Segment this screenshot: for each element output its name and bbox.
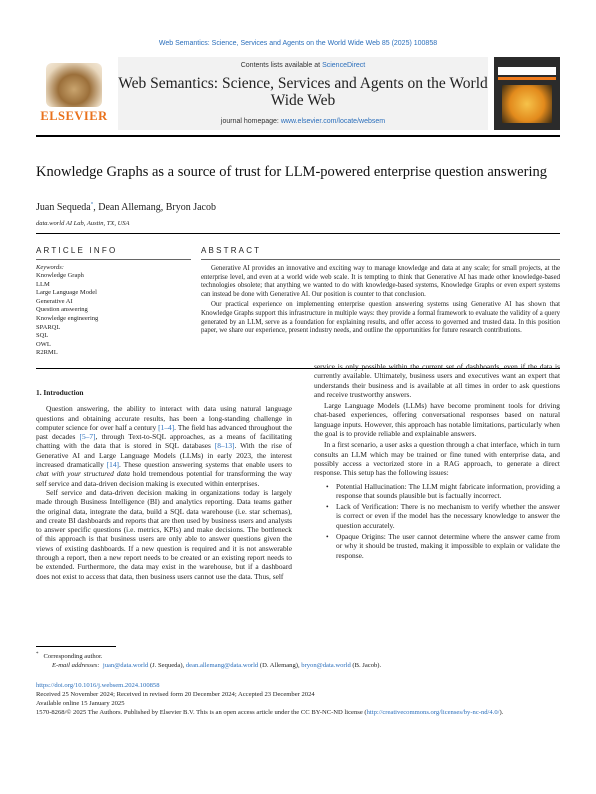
citation-link[interactable]: [1–4] (158, 422, 175, 432)
elsevier-logo[interactable] (36, 57, 112, 130)
keywords-list (36, 272, 98, 358)
keyword: Knowledge Graph (36, 272, 84, 279)
cover-stripe (498, 77, 556, 80)
journal-masthead (36, 57, 560, 130)
list-item: • Lack of Verification: There is no mechanism to verify whether the answer is correct or even if the model has the necessary knowledge to answer the question accurately. (326, 502, 560, 530)
keyword: SQL (36, 332, 49, 340)
keyword: SPARQL (36, 323, 61, 331)
email-link[interactable]: bryon@data.world (301, 662, 351, 670)
bullet-icon: • (326, 502, 329, 512)
article-info-heading: ARTICLE INFO (36, 246, 118, 255)
list-item: • Potential Hallucination: The LLM might fabricate information, providing a response that sounds plausible but is factually incorrect. (326, 481, 560, 500)
cover-band (498, 67, 556, 75)
keywords-label: Keywords: (36, 264, 64, 271)
citation-link[interactable]: [5–7] (79, 432, 96, 442)
body-paragraph: Question answering, the ability to interact with data using natural language questions and obtaining accurate results, has been a long-standing challenge in computer science for over half a century [1–4]. The field has advanced throughout the past decades [5–7], through Text-to-SQL approaches, as a means of facilitating chatting with the data that is stored in SQL databases [8–13]. With the rise of Generative AI and Large Language Models (LLMs) in early 2023, the interest increased dramatically [14]. These question answering systems that enable users to chat with your structured data hold tremendous potential for transforming the way self service and data-driven decision making is executed within enterprises. (36, 404, 292, 488)
abstract-paragraph: Generative AI provides an innovative and exciting way to manage knowledge and data at any scale; for small projects, at the enterprise level, and even at a world wide web scale. It is tempting to think that Generative AI has made other knowledge-based technologies obsolete; that anything we wanted to do with knowledge-based systems, Knowledge Graphs or even expert systems can instead be done with Generative AI. Our position is counter to that conclusion. (201, 265, 560, 298)
keyword: R2RML (36, 349, 58, 357)
masthead-center (118, 57, 488, 130)
affiliation: data.world AI Lab, Austin, TX, USA (36, 220, 130, 227)
license-link[interactable]: http://creativecommons.org/licenses/by-nc-nd/4.0/ (366, 709, 500, 716)
footnote: * Corresponding author. E-mail addresses: juan@data.world (J. Sequeda), dean.allemang@data.world (D. Allemang), bryon@data.world (B. Jacob). (36, 652, 382, 670)
publisher-name: ELSEVIER (40, 109, 108, 123)
sciencedirect-link[interactable]: ScienceDirect (322, 62, 366, 69)
other-authors: , Dean Allemang, Bryon Jacob (93, 202, 216, 213)
body-paragraph: Self service and data-driven decision making in organizations today is largely made through Business Intelligence (BI) and analytics reporting. Data teams gather the original data, integrate the data, build a SQL data warehouse (i.e. star schemas), and create BI dashboards and reports that are then used by business users and analysts to answer specific questions (i.e. metrics, KPIs) and make decisions. The bottleneck of this approach is that business users are only able to answer questions given the views of existing dashboards. If a new question is required and it is not answerable through a report, then a new report needs to be created or an existing report needs to be extended. Furthermore, the data may exist in the warehouse, but if a dashboard does not exist to access that data, then business users cannot use the data. Thus, self (36, 487, 292, 581)
keyword: Knowledge engineering (36, 314, 99, 322)
body-paragraph: service is only possible within the current set of dashboards, even if the data is currently available. Ultimately, business users and executives want an expert that understands their business and is available at all times in order to ask questions and receive trustworthy answers. (314, 362, 560, 399)
journal-homepage: journal homepage: www.elsevier.com/locate/websem (220, 118, 386, 125)
received-dates: Received 25 November 2024; Received in revised form 20 December 2024; Accepted 23 December 2024 (36, 691, 315, 698)
abstract-paragraph: Our practical experience on implementing enterprise question answering systems using Generative AI has shown that Knowledge Graphs support this infrastructure in multiple ways: they provide a formal framework to evaluate the validity of a query generated by an LLM, serve as a foundation for explaining results, and offer access to governed and trusted data. In this position paper, we share our experience, present industry needs, and outline the opportunities for future research contributions. (201, 301, 560, 335)
issues-list (314, 482, 560, 560)
abstract-body (201, 265, 560, 336)
footnote-rule (36, 646, 116, 647)
email-link[interactable]: juan@data.world (102, 662, 149, 670)
elsevier-tree-icon (46, 63, 102, 107)
body-right-column (314, 362, 560, 562)
journal-citation-header[interactable]: Web Semantics: Science, Services and Agents on the World Wide Web 85 (2025) 100858 (158, 40, 438, 47)
doi-link[interactable]: https://doi.org/10.1016/j.websem.2024.100858 (36, 682, 160, 689)
abstract-heading: ABSTRACT (201, 246, 262, 255)
bullet-icon: • (326, 481, 329, 491)
contents-line: Contents lists available at ScienceDirect (240, 62, 366, 69)
license-statement: 1570-8268/© 2025 The Authors. Published by Elsevier B.V. This is an open access article under the CC BY-NC-ND license (http://creativecommons.org/licenses/by-nc-nd/4.0/). (36, 709, 504, 716)
journal-title: Web Semantics: Science, Services and Agents on the World Wide Web (118, 75, 488, 109)
abstract-rule (201, 259, 560, 260)
email-link[interactable]: dean.allemang@data.world (185, 662, 259, 670)
citation-link[interactable]: [14] (106, 460, 120, 470)
available-online: Available online 15 January 2025 (36, 700, 125, 707)
divider (36, 233, 560, 234)
body-left-column (36, 388, 292, 581)
keyword: Question answering (36, 306, 88, 314)
keyword: OWL (36, 340, 51, 348)
keyword: Generative AI (36, 297, 73, 305)
author-list (36, 202, 216, 213)
journal-cover-image[interactable] (494, 57, 560, 130)
article-info-rule (36, 259, 191, 260)
section-heading-introduction: 1. Introduction (36, 388, 84, 397)
author-juan-sequeda[interactable]: Juan Sequeda (36, 202, 91, 213)
article-footer (36, 681, 560, 717)
masthead-divider (36, 135, 560, 137)
body-paragraph: Large Language Models (LLMs) have become prominent tools for driving chat-based experiences, offering conversational responses based on natural language inputs. However, this approach has notable limitations, particularly when the goal is to provide reliable and explainable answers. (314, 401, 560, 439)
keyword: Large Language Model (36, 289, 97, 297)
paper-title: Knowledge Graphs as a source of trust for LLM-powered enterprise question answering (36, 164, 547, 180)
list-item: • Opaque Origins: The user cannot determine where the answer came from or why it should be trusted, making it impossible to explain or validate the response. (326, 532, 560, 560)
corresponding-mark[interactable]: * (90, 202, 94, 208)
bullet-icon: • (326, 532, 329, 542)
citation-link[interactable]: [8–13] (214, 441, 235, 451)
keyword: LLM (36, 280, 50, 288)
homepage-link[interactable]: www.elsevier.com/locate/websem (280, 118, 386, 125)
cover-art (502, 85, 552, 123)
body-paragraph: In a first scenario, a user asks a question through a chat interface, which in turn consults an LLM which may be trained or fine tuned with enterprise data, and possibly access a vectorized store in a RAG approach, to generate a direct response. This setup has the following issues: (314, 440, 560, 478)
